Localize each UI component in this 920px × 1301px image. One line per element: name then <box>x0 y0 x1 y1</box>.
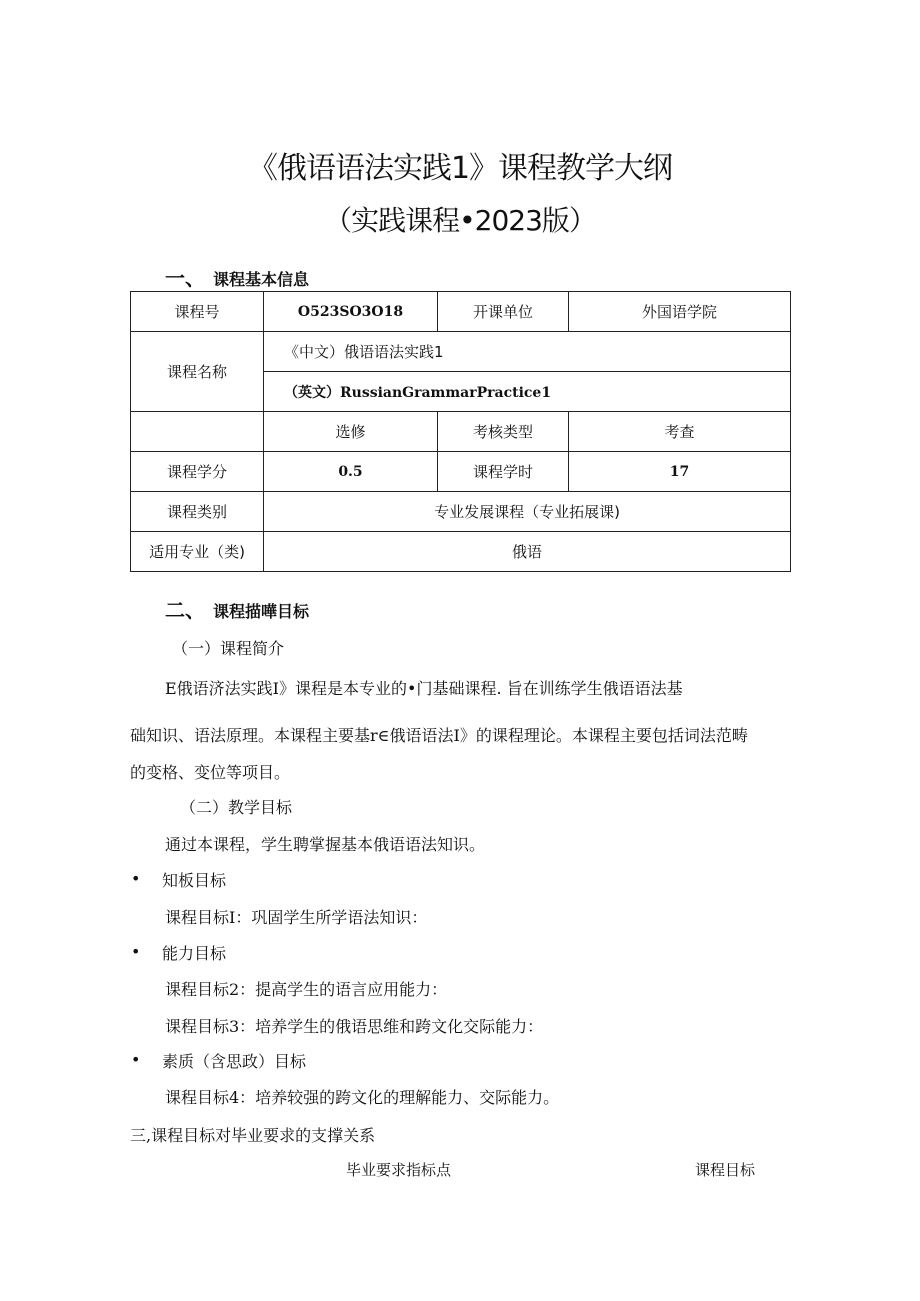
intro-line-3: 的变格、变位等项目。 <box>130 763 291 782</box>
course-no-label: 课程号 <box>131 292 264 332</box>
section-3-heading: 三,课程目标对毕业要求的支撑关系 <box>130 1126 376 1145</box>
course-name-en: （英文）RussianGrammarPractice1 <box>264 372 791 412</box>
intro-heading: （一）课程简介 <box>172 639 285 658</box>
bullet-ability: 能力目标 <box>162 944 227 963</box>
course-name-label: 课程名称 <box>131 332 264 412</box>
intro-line-1: E俄语济法实践I》课程是本专业的•门基础课程. 旨在训练学生俄语语法基 <box>165 679 683 698</box>
table-row <box>131 292 791 332</box>
bullet-dot: • <box>131 942 141 961</box>
exam-type-label: 考核类型 <box>438 412 569 452</box>
section-2-number: 二、 <box>165 598 205 622</box>
intro-line-2: 础知识、语法原理。本课程主要基r∈俄语语法I》的课程理论。本课程主要包括词法范畴 <box>130 726 748 745</box>
unit-label: 开课单位 <box>438 292 569 332</box>
goal-3: 课程目标3：培养学生的俄语思维和跨文化交际能力： <box>165 1017 544 1036</box>
section-2-heading <box>165 594 309 623</box>
goals-intro: 通过本课程，学生聘掌握基本俄语语法知识。 <box>165 835 486 854</box>
elective-value: 选修 <box>264 412 438 452</box>
column-header-requirement: 毕业要求指标点 <box>346 1161 452 1179</box>
table-row <box>131 412 791 452</box>
goal-4: 课程目标4：培养较强的跨文化的理解能力、交际能力。 <box>165 1088 560 1107</box>
unit-value: 外国语学院 <box>569 292 791 332</box>
major-value: 俄语 <box>264 532 791 572</box>
table-row <box>131 332 791 372</box>
major-label: 适用专业（类) <box>131 532 264 572</box>
hours-value: 17 <box>569 452 791 492</box>
goal-2: 课程目标2：提高学生的语言应用能力： <box>165 980 448 999</box>
category-label: 课程类别 <box>131 492 264 532</box>
bullet-dot: • <box>131 869 141 888</box>
document-title: 《俄语语法实践1》课程教学大纲 <box>247 151 673 186</box>
credit-label: 课程学分 <box>131 452 264 492</box>
exam-type-value: 考查 <box>569 412 791 452</box>
document-subtitle: （实践课程•2023版） <box>324 204 596 237</box>
credit-value: 0.5 <box>264 452 438 492</box>
goals-heading: （二）教学目标 <box>180 798 293 817</box>
bullet-quality: 素质（含思政）目标 <box>162 1052 307 1071</box>
section-2-label: 课程描嘩目标 <box>213 602 310 621</box>
bullet-dot: • <box>131 1050 141 1069</box>
empty-cell <box>131 412 264 452</box>
section-1-label: 课程基本信息 <box>213 270 310 289</box>
category-value: 专业发展课程（专业拓展课) <box>264 492 791 532</box>
table-row <box>131 452 791 492</box>
bullet-knowledge: 知板目标 <box>162 871 227 890</box>
table-row <box>131 492 791 532</box>
section-1-heading <box>165 262 309 291</box>
hours-label: 课程学时 <box>438 452 569 492</box>
column-header-goal: 课程目标 <box>695 1161 756 1179</box>
table-row <box>131 532 791 572</box>
course-name-cn: 《中文）俄语语法实践1 <box>264 332 791 372</box>
goal-1: 课程目标I：巩固学生所学语法知识： <box>165 908 428 927</box>
course-no-value: O523SO3O18 <box>264 292 438 332</box>
course-info-table <box>130 291 791 572</box>
section-1-number: 一、 <box>165 266 205 290</box>
